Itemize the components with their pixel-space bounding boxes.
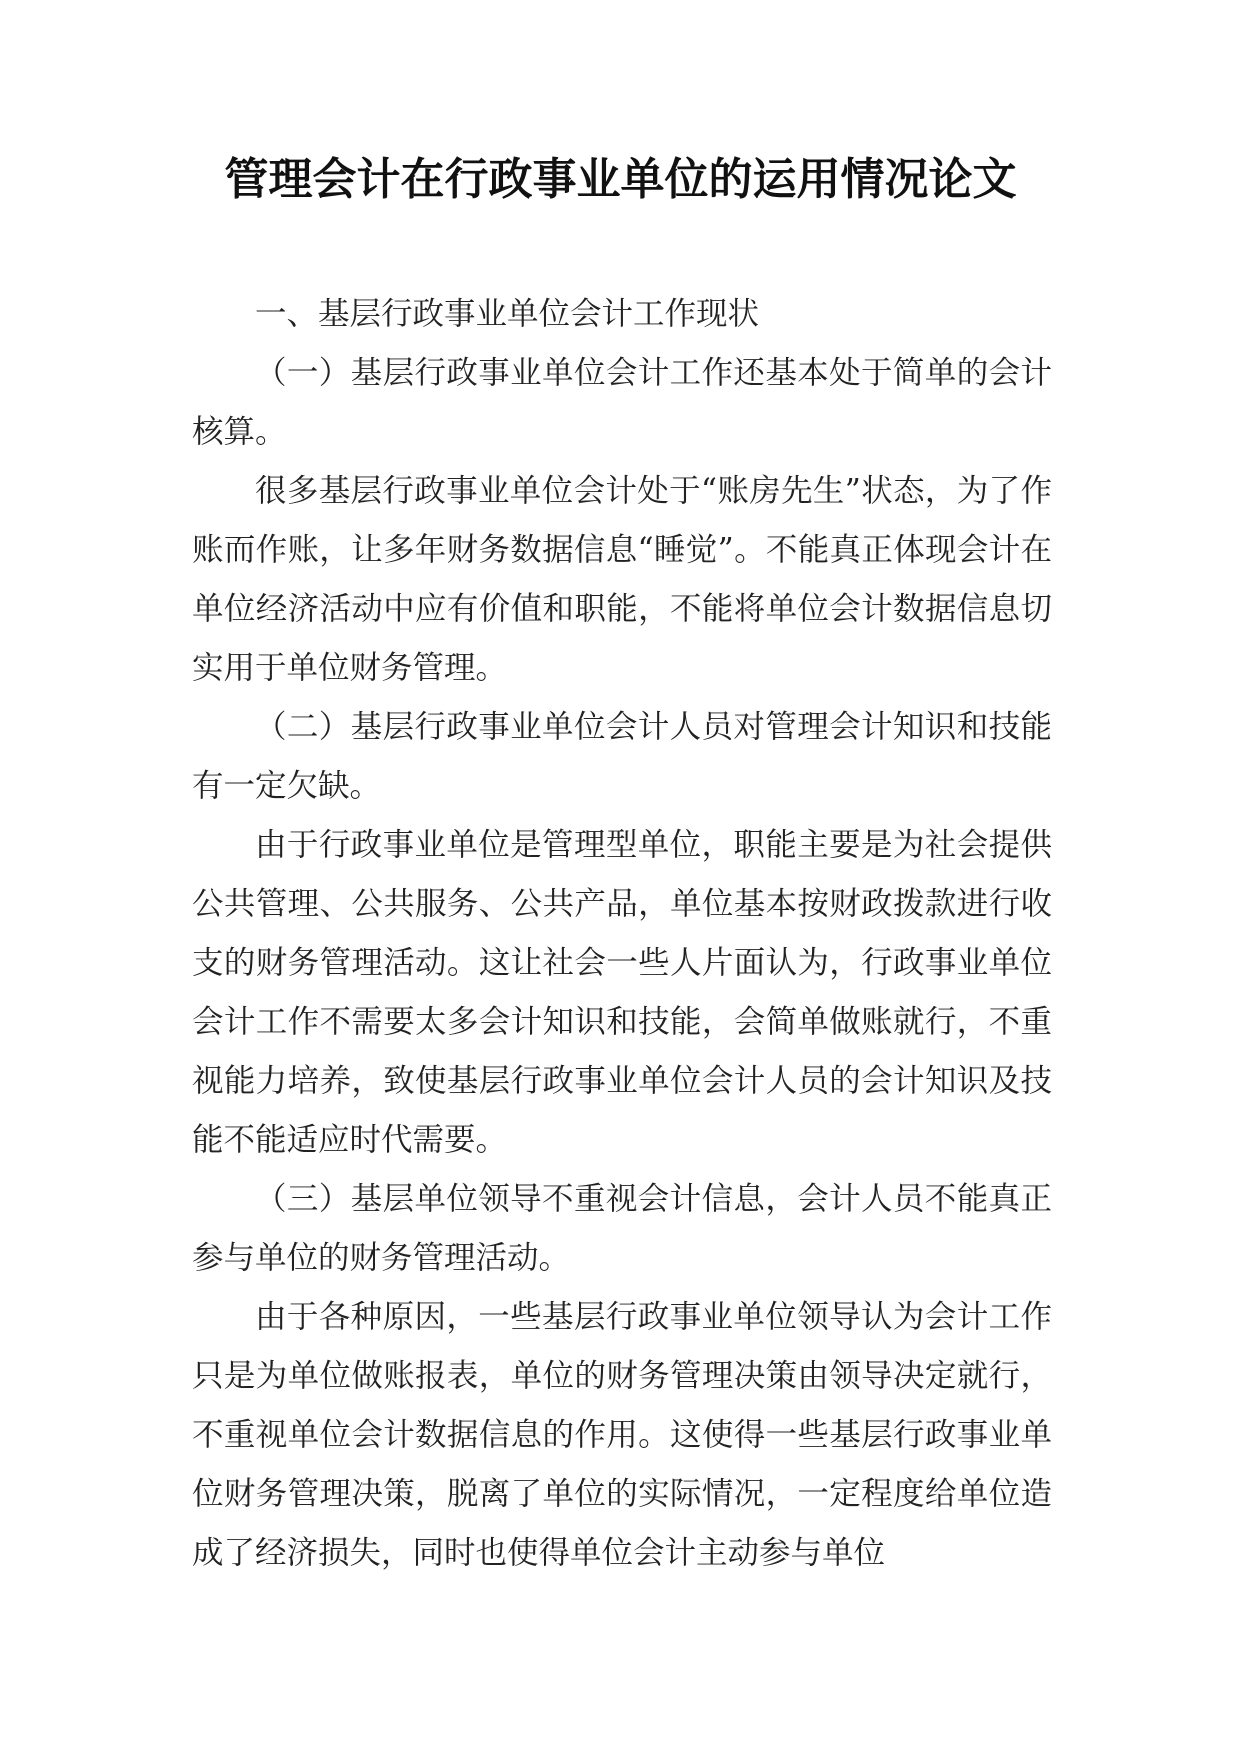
section-heading: 一、基层行政事业单位会计工作现状	[255, 296, 760, 332]
subsection-heading: （二）基层行政事业单位会计人员对管理会计知识和技能有一定欠缺。	[192, 709, 1052, 804]
subsection-heading: （三）基层单位领导不重视会计信息，会计人员不能真正参与单位的财务管理活动。	[192, 1181, 1052, 1276]
body-paragraph: 很多基层行政事业单位会计处于“账房先生”状态，为了作账而作账，让多年财务数据信息“睡觉”。不能真正体现会计在单位经济活动中应有价值和职能，不能将单位会计数据信息切实用于单位财务管理。	[192, 473, 1052, 686]
document-title: 管理会计在行政事业单位的运用情况论文	[224, 154, 1017, 205]
body-paragraph: 由于各种原因，一些基层行政事业单位领导认为会计工作只是为单位做账报表，单位的财务管理决策由领导决定就行，不重视单位会计数据信息的作用。这使得一些基层行政事业单位财务管理决策，脱离了单位的实际情况，一定程度给单位造成了经济损失，同时也使得单位会计主动参与单位	[192, 1299, 1052, 1571]
document-body	[192, 285, 1052, 1583]
subsection-heading: （一）基层行政事业单位会计工作还基本处于简单的会计核算。	[192, 355, 1052, 450]
body-paragraph: 由于行政事业单位是管理型单位，职能主要是为社会提供公共管理、公共服务、公共产品，单位基本按财政拨款进行收支的财务管理活动。这让社会一些人片面认为，行政事业单位会计工作不需要太多会计知识和技能，会简单做账就行，不重视能力培养，致使基层行政事业单位会计人员的会计知识及技能不能适应时代需要。	[192, 827, 1052, 1158]
